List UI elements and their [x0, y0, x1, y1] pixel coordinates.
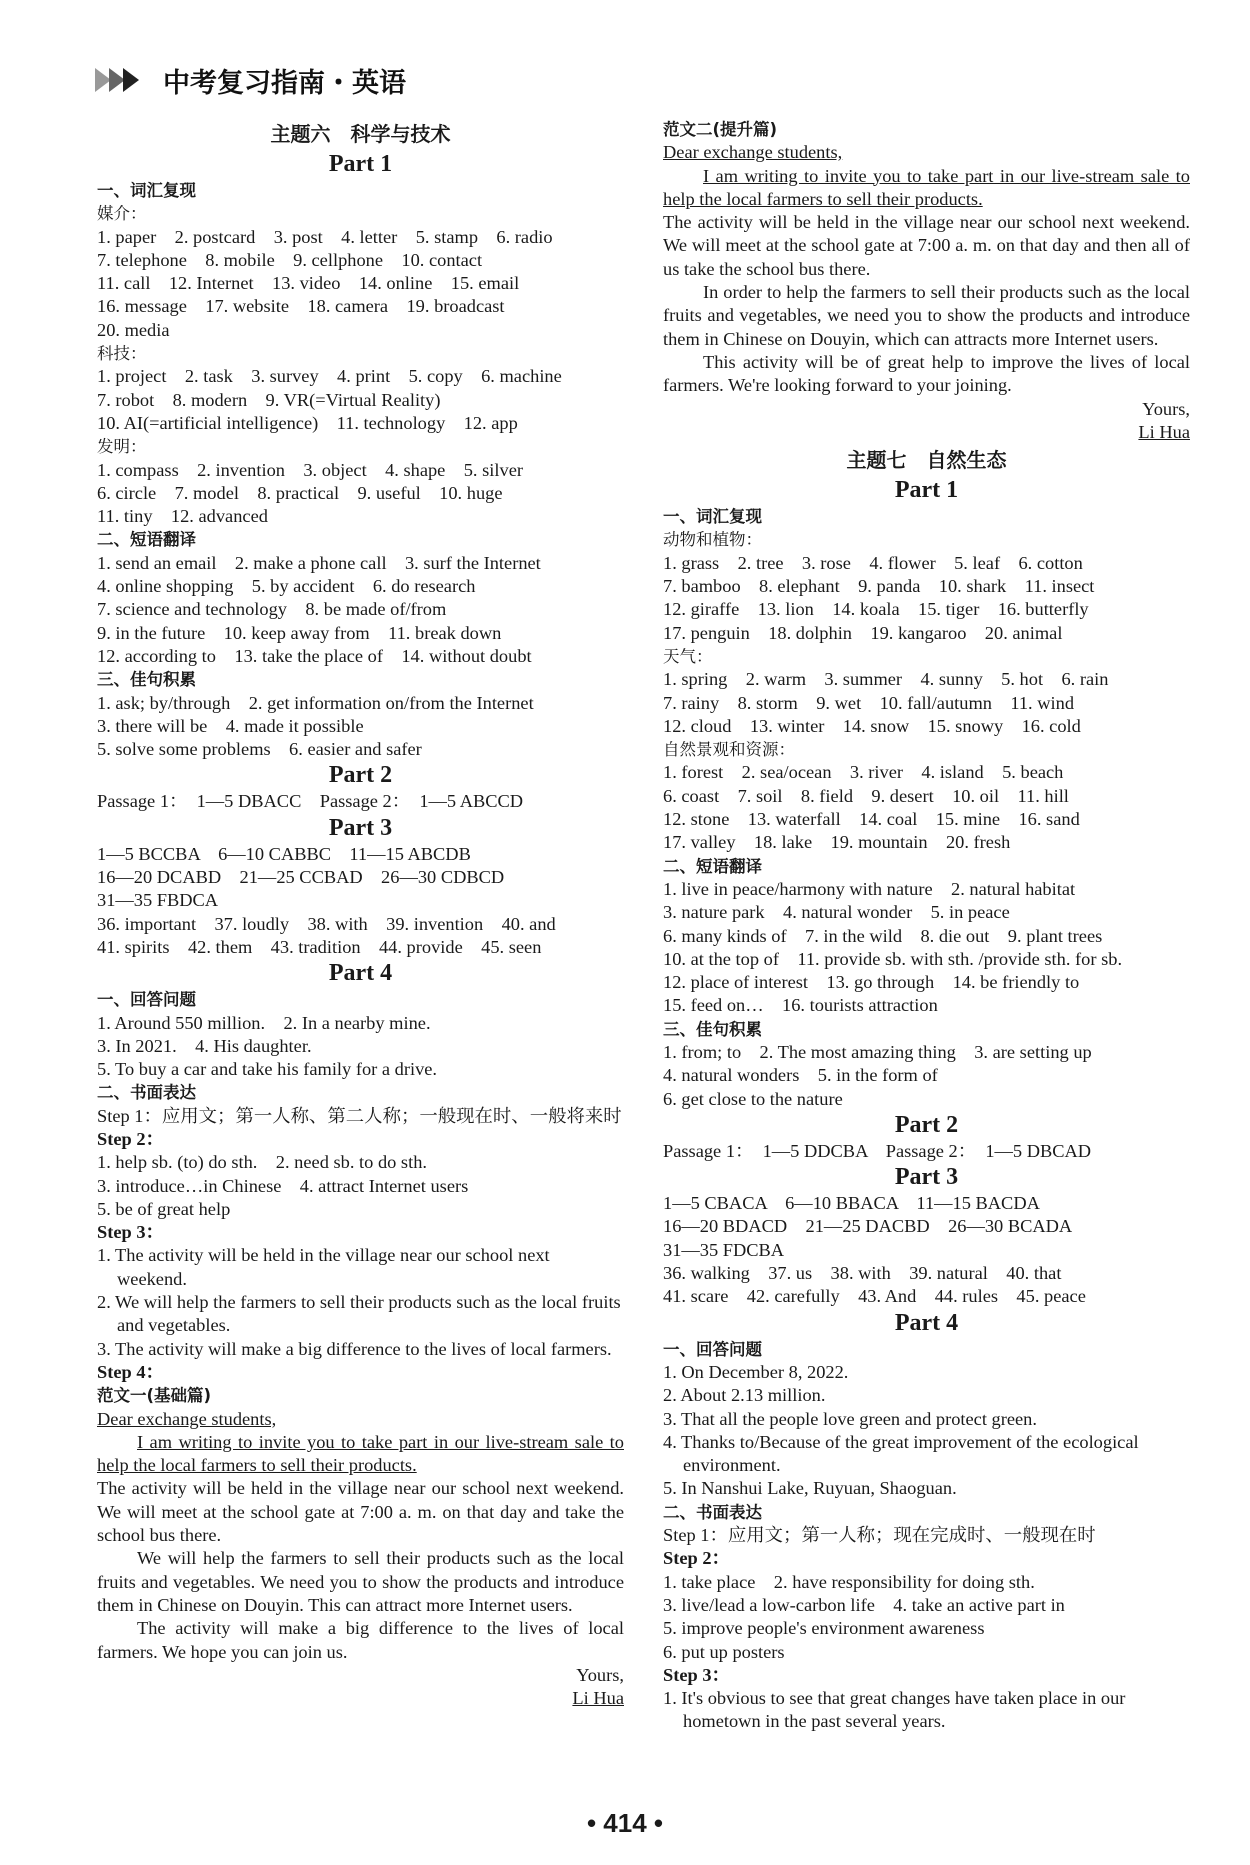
answer-line: 6. circle 7. model 8. practical 9. useful 10. huge [97, 482, 503, 503]
answer-line: 4. natural wonders 5. in the form of [663, 1065, 938, 1086]
answer-line: 1. help sb. (to) do sth. 2. need sb. to do sth. [97, 1152, 427, 1173]
category-label: 发明： [97, 437, 147, 457]
letter-opening: I am writing to invite you to take part in our live-stream sale to help the local farmers to sell their products. [97, 1431, 624, 1476]
answer-line: 31—35 FBDCA [97, 890, 219, 911]
answer-line: 20. media [97, 319, 170, 340]
left-column [97, 118, 624, 1710]
part-heading: Part 2 [894, 1111, 959, 1138]
answer-line: 6. put up posters [663, 1641, 785, 1662]
answer-line: 7. science and technology 8. be made of/from [97, 599, 447, 620]
letter-paragraph: The activity will make a big difference to the lives of local farmers. We hope you can join us. [97, 1618, 624, 1662]
answer-line: 1. forest 2. sea/ocean 3. river 4. island 5. beach [663, 762, 1064, 783]
answer-line: 10. AI(=artificial intelligence) 11. technology 12. app [97, 412, 518, 433]
answer-item: Step 1：应用文；第一人称、第二人称；一般现在时、一般将来时 [97, 1105, 622, 1126]
answer-line: 12. place of interest 13. go through 14. be friendly to [663, 972, 1080, 993]
answer-line: 1. spring 2. warm 3. summer 4. sunny 5. hot 6. rain [663, 669, 1109, 690]
answer-line: 7. rainy 8. storm 9. wet 10. fall/autumn 11. wind [663, 692, 1075, 713]
category-label: 天气： [663, 646, 713, 666]
answer-line: 1—5 BCCBA 6—10 CABBC 11—15 ABCDB [97, 843, 471, 864]
answer-line: 12. according to 13. take the place of 14. without doubt [97, 645, 532, 666]
answer-line: 1. paper 2. postcard 3. post 4. letter 5. stamp 6. radio [97, 226, 553, 247]
answer-item: 1. The activity will be held in the village near our school next weekend. [97, 1245, 550, 1289]
answer-line: 16—20 BDACD 21—25 DACBD 26—30 BCADA [663, 1216, 1073, 1237]
answer-line: 1. Around 550 million. 2. In a nearby mine. [97, 1012, 431, 1033]
answer-line: 16—20 DCABD 21—25 CCBAD 26—30 CDBCD [97, 867, 505, 888]
answer-line: 6. coast 7. soil 8. field 9. desert 10. oil 11. hill [663, 785, 1069, 806]
answer-line: Passage 1： 1—5 DBACC Passage 2： 1—5 ABCCD [97, 791, 524, 812]
answer-line: 15. feed on… 16. tourists attraction [663, 995, 938, 1016]
step-label: Step 2： [663, 1548, 730, 1569]
answer-line: 3. nature park 4. natural wonder 5. in peace [663, 902, 1010, 923]
section-heading: 二、书面表达 [97, 1083, 196, 1103]
letter-paragraph: We will help the farmers to sell their products such as the local fruits and vegetables. We need you to show the products and introduce them in Chinese on Douyin. This can attract more Internet users. [97, 1548, 624, 1615]
part-heading: Part 4 [328, 960, 393, 987]
answer-line: 12. cloud 13. winter 14. snow 15. snowy 16. cold [663, 715, 1081, 736]
part-heading: Part 4 [894, 1309, 959, 1336]
letter-greeting: Dear exchange students, [663, 142, 843, 163]
part-heading: Part 3 [328, 814, 393, 841]
answer-item: 3. The activity will make a big difference to the lives of local farmers. [97, 1338, 612, 1359]
answer-line: 1. On December 8, 2022. [663, 1361, 849, 1382]
answer-line: 11. tiny 12. advanced [97, 506, 268, 527]
answer-line: 10. at the top of 11. provide sb. with sth. /provide sth. for sb. [663, 948, 1123, 969]
section-heading: 一、词汇复现 [97, 181, 196, 200]
answer-line: 5. In Nanshui Lake, Ruyuan, Shaoguan. [663, 1478, 957, 1499]
section-heading: 范文二(提升篇) [663, 120, 778, 139]
book-title: 中考复习指南・英语 [163, 67, 406, 99]
answer-line: 9. in the future 10. keep away from 11. break down [97, 622, 502, 643]
answer-line: 11. call 12. Internet 13. video 14. online 15. email [97, 273, 520, 294]
step-label: Step 2： [97, 1128, 164, 1149]
letter-greeting: Dear exchange students, [97, 1408, 277, 1429]
letter-signature: Li Hua [1138, 421, 1190, 442]
answer-line: 1. take place 2. have responsibility for doing sth. [663, 1571, 1035, 1592]
answer-line: 16. message 17. website 18. camera 19. broadcast [97, 296, 505, 317]
letter-paragraph: The activity will be held in the village near our school next weekend. We will meet at the school gate at 7:00 a. m. on that day and then all of us take the school bus there. [663, 212, 1190, 279]
part-heading: Part 1 [328, 151, 393, 177]
answer-line: 3. introduce…in Chinese 4. attract Internet users [97, 1175, 469, 1196]
category-label: 科技： [97, 344, 147, 364]
answer-line: 3. live/lead a low-carbon life 4. take an active part in [663, 1594, 1065, 1615]
part-heading: Part 3 [894, 1164, 959, 1191]
section-heading: 二、短语翻译 [663, 856, 762, 876]
letter-paragraph: In order to help the farmers to sell their products such as the local fruits and vegetables, we need you to show the products and introduce them in Chinese on Douyin, which can attracts more Internet users. [663, 282, 1190, 349]
answer-line: 7. robot 8. modern 9. VR(=Virtual Reality) [97, 389, 441, 410]
answer-line: 5. improve people's environment awareness [663, 1618, 985, 1639]
answer-line: 3. That all the people love green and protect green. [663, 1408, 1037, 1429]
category-label: 自然景观和资源： [663, 740, 795, 760]
answer-line: 3. In 2021. 4. His daughter. [97, 1035, 312, 1056]
answer-line: 1. compass 2. invention 3. object 4. shape 5. silver [97, 459, 523, 480]
section-heading: 一、回答问题 [663, 1339, 762, 1359]
answer-line: 1. grass 2. tree 3. rose 4. flower 5. leaf 6. cotton [663, 552, 1083, 573]
letter-signature: Yours, [1142, 398, 1190, 419]
section-heading: 一、词汇复现 [663, 507, 762, 527]
section-heading: 二、短语翻译 [97, 530, 196, 550]
right-column [663, 118, 1190, 1734]
letter-signature: Yours, [576, 1664, 624, 1685]
answer-line: 5. be of great help [97, 1198, 231, 1219]
answer-line: 7. bamboo 8. elephant 9. panda 10. shark 11. insect [663, 576, 1095, 597]
answer-line: 3. there will be 4. made it possible [97, 715, 364, 736]
theme-heading: 主题七 自然生态 [846, 448, 1007, 473]
answer-line: 6. get close to the nature [663, 1088, 843, 1109]
answer-line: 17. penguin 18. dolphin 19. kangaroo 20. animal [663, 622, 1063, 643]
step-label: Step 4： [97, 1361, 164, 1382]
answer-line: 7. telephone 8. mobile 9. cellphone 10. contact [97, 249, 483, 270]
theme-heading: 主题六 科学与技术 [270, 122, 451, 146]
answer-line: 1. live in peace/harmony with nature 2. natural habitat [663, 878, 1076, 899]
answer-item: 4. Thanks to/Because of the great improvement of the ecological environment. [663, 1431, 1139, 1476]
answer-item: 2. We will help the farmers to sell their products such as the local fruits and vegetables. [97, 1292, 621, 1336]
letter-opening: I am writing to invite you to take part in our live-stream sale to help the local farmers to sell their products. [663, 165, 1190, 209]
part-heading: Part 2 [328, 762, 393, 789]
answer-line: 4. online shopping 5. by accident 6. do research [97, 576, 476, 597]
category-label: 动物和植物： [663, 530, 762, 550]
section-heading: 二、书面表达 [663, 1502, 762, 1522]
answer-line: 31—35 FDCBA [663, 1239, 785, 1260]
page-header [95, 55, 406, 105]
answer-line: 5. solve some problems 6. easier and safer [97, 739, 422, 760]
answer-line: 41. spirits 42. them 43. tradition 44. provide 45. seen [97, 936, 542, 957]
answer-item: 1. It's obvious to see that great changes have taken place in our hometown in the past several years. [663, 1688, 1126, 1732]
answer-line: 41. scare 42. carefully 43. And 44. rules 45. peace [663, 1286, 1086, 1307]
answer-line: 1. send an email 2. make a phone call 3. surf the Internet [97, 552, 541, 573]
answer-line: 5. To buy a car and take his family for a drive. [97, 1059, 438, 1080]
section-heading: 三、佳句积累 [97, 670, 196, 690]
answer-line: 2. About 2.13 million. [663, 1385, 826, 1406]
answer-item: Step 1：应用文；第一人称；现在完成时、一般现在时 [663, 1525, 1096, 1546]
answer-line: 1—5 CBACA 6—10 BBACA 11—15 BACDA [663, 1193, 1040, 1214]
answer-line: 36. important 37. loudly 38. with 39. invention 40. and [97, 913, 556, 934]
answer-line: 12. giraffe 13. lion 14. koala 15. tiger 16. butterfly [663, 599, 1089, 620]
section-heading: 三、佳句积累 [663, 1019, 762, 1039]
step-label: Step 3： [663, 1664, 730, 1685]
answer-line: 6. many kinds of 7. in the wild 8. die out 9. plant trees [663, 925, 1103, 946]
arrow-icon [95, 60, 157, 100]
category-label: 媒介： [97, 204, 147, 224]
section-heading: 一、回答问题 [97, 990, 196, 1010]
page-number: • 414 • [586, 1808, 664, 1838]
answer-line: 1. ask; by/through 2. get information on/from the Internet [97, 692, 534, 713]
answer-line: Passage 1： 1—5 DDCBA Passage 2： 1—5 DBCAD [663, 1140, 1092, 1161]
answer-line: 1. from; to 2. The most amazing thing 3. are setting up [663, 1041, 1092, 1062]
letter-signature: Li Hua [572, 1688, 624, 1709]
answer-line: 36. walking 37. us 38. with 39. natural 40. that [663, 1263, 1062, 1284]
answer-line: 12. stone 13. waterfall 14. coal 15. mine 16. sand [663, 809, 1080, 830]
answer-line: 17. valley 18. lake 19. mountain 20. fresh [663, 832, 1011, 853]
answer-line: 1. project 2. task 3. survey 4. print 5. copy 6. machine [97, 366, 562, 387]
letter-paragraph: The activity will be held in the village near our school next weekend. We will meet at the school gate at 7:00 a. m. on that day and take the school bus there. [97, 1478, 624, 1546]
step-label: Step 3： [97, 1222, 164, 1243]
part-heading: Part 1 [894, 477, 959, 504]
letter-paragraph: This activity will be of great help to improve the lives of local farmers. We're looking forward to your joining. [663, 351, 1190, 396]
section-heading: 范文一(基础篇) [97, 1386, 212, 1406]
